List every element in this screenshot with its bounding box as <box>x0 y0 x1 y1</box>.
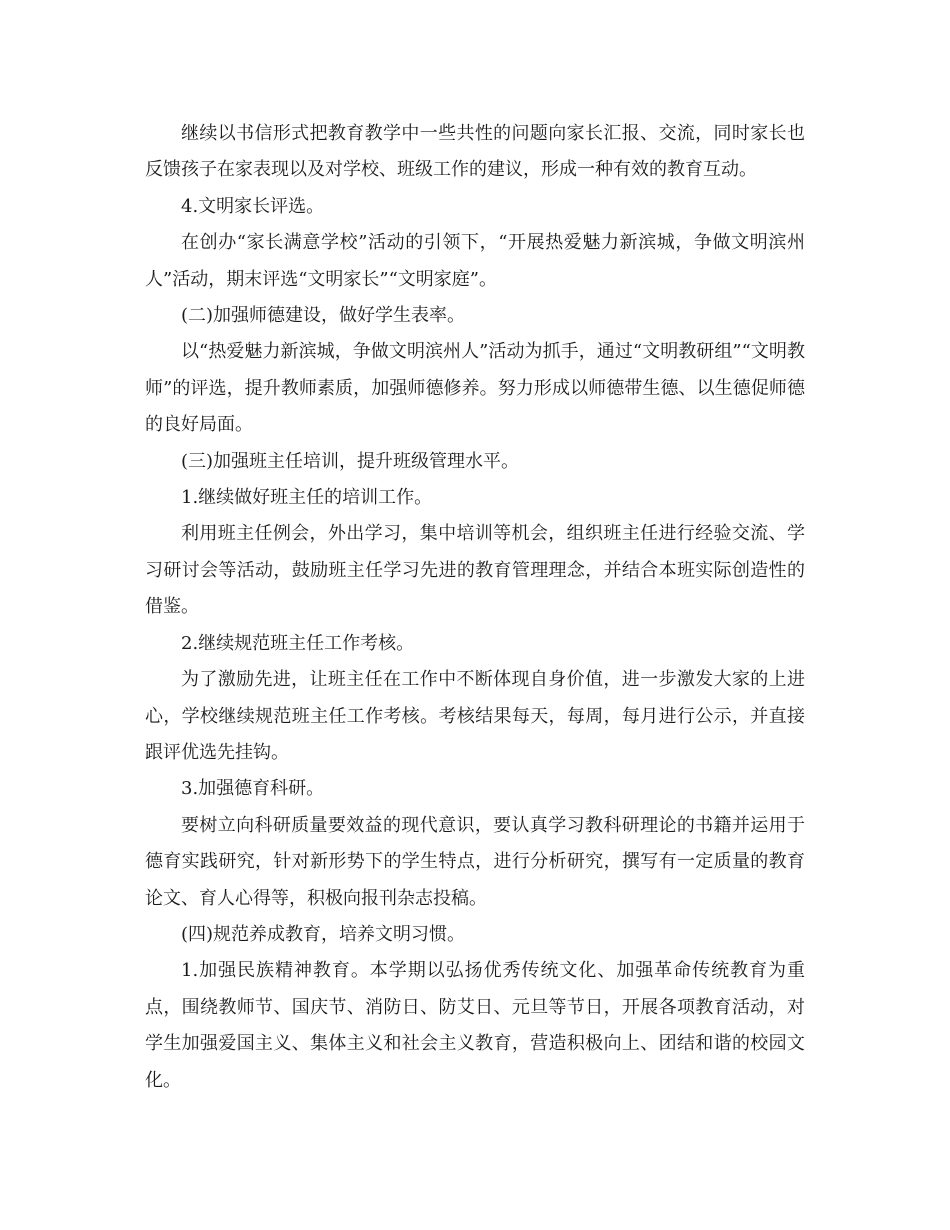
paragraph-assessment: 为了激励先进，让班主任在工作中不断体现自身价值，进一步激发大家的上进心，学校继续规范班主任工作考核。考核结果每天，每周，每月进行公示，并直接跟评优选先挂钩。 <box>145 669 805 763</box>
heading-head-teacher-training: (三)加强班主任培训，提升班级管理水平。 <box>181 450 520 472</box>
heading-habit-education: (四)规范养成教育，培养文明习惯。 <box>181 923 466 945</box>
heading-moral-research: 3.加强德育科研。 <box>181 778 325 800</box>
heading-teacher-ethics: (二)加强师德建设，做好学生表率。 <box>181 305 466 327</box>
heading-assessment: 2.继续规范班主任工作考核。 <box>181 632 415 654</box>
paragraph-parent-letters: 继续以书信形式把教育教学中一些共性的问题向家长汇报、交流，同时家长也反馈孩子在家表现以及对学校、班级工作的建议，形成一种有效的教育互动。 <box>145 123 805 181</box>
paragraph-civilized-parent-activity: 在创办“家长满意学校”活动的引领下，“开展热爱魅力新滨城，争做文明滨州人”活动，期末评选“文明家长”“文明家庭”。 <box>145 232 805 290</box>
heading-training-work: 1.继续做好班主任的培训工作。 <box>181 487 433 509</box>
document-body <box>145 116 805 1099</box>
paragraph-teacher-ethics: 以“热爱魅力新滨城，争做文明滨州人”活动为抓手，通过“文明教研组”“文明教师”的评选，提升教师素质，加强师德修养。努力形成以师德带生德、以生德促师德的良好局面。 <box>145 341 805 436</box>
paragraph-moral-research: 要树立向科研质量要效益的现代意识，要认真学习教科研理论的书籍并运用于德育实践研究，针对新形势下的学生特点，进行分析研究，撰写有一定质量的教育论文、育人心得等，积极向报刊杂志投稿。 <box>145 814 805 909</box>
heading-civilized-parent-selection: 4.文明家长评选。 <box>181 195 325 217</box>
paragraph-training-work: 利用班主任例会，外出学习，集中培训等机会，组织班主任进行经验交流、学习研讨会等活动，鼓励班主任学习先进的教育管理理念，并结合本班实际创造性的借鉴。 <box>145 523 805 618</box>
paragraph-national-spirit: 1.加强民族精神教育。本学期以弘扬优秀传统文化、加强革命传统教育为重点，围绕教师节、国庆节、消防日、防艾日、元旦等节日，开展各项教育活动，对学生加强爱国主义、集体主义和社会主义教育，营造积极向上、团结和谐的校园文化。 <box>145 960 805 1091</box>
